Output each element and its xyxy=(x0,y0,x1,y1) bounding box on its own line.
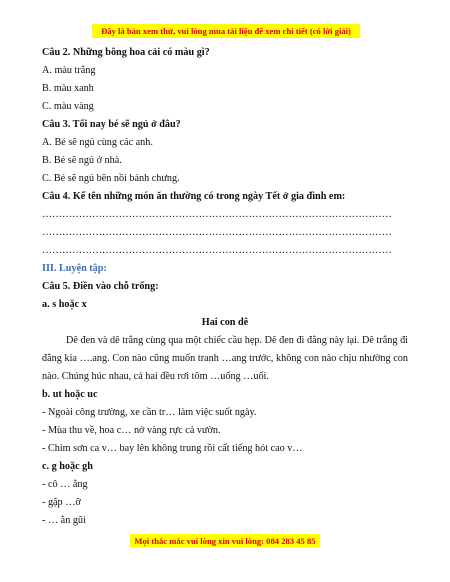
part-b-line: - Mùa thu về, hoa c… nở vàng rực cả vườn. xyxy=(42,425,221,436)
practice-heading: III. Luyện tập: xyxy=(42,263,107,274)
question-2-title: Câu 2. Những bông hoa cải có màu gì? xyxy=(42,47,210,58)
question-2-option-c: C. màu vàng xyxy=(42,101,94,112)
question-5-title: Câu 5. Điền vào chỗ trống: xyxy=(42,281,159,292)
question-4-title: Câu 4. Kể tên những món ăn thường có trong ngày Tết ở gia đình em: xyxy=(42,191,346,202)
story-title: Hai con dê xyxy=(201,317,249,328)
question-3-option-b: B. Bé sẽ ngủ ở nhà. xyxy=(42,155,122,166)
preview-banner: Đây là bản xem thử, vui lòng mua tài liệu để xem chi tiết (có lời giải) xyxy=(92,24,360,38)
part-a-label: a. s hoặc x xyxy=(42,299,87,310)
part-c-label: c. g hoặc gh xyxy=(42,461,93,472)
question-2-option-b: B. màu xanh xyxy=(42,83,94,94)
question-3-title: Câu 3. Tối nay bé sẽ ngủ ở đâu? xyxy=(42,119,181,130)
part-c-line: - cô … ẳng xyxy=(42,479,88,490)
part-c-line: - … ằn gũi xyxy=(42,515,86,526)
part-b-line: - Chim sơn ca v… bay lên không trung rồi cất tiếng hót cao v… xyxy=(42,443,303,454)
answer-blank-line: …………………………………………………………………………………………… xyxy=(42,245,392,256)
part-b-label: b. ut hoặc uc xyxy=(42,389,98,400)
question-3-option-c: C. Bé sẽ ngủ bên nồi bánh chưng. xyxy=(42,173,180,184)
part-c-line: - gặp …ỡ xyxy=(42,497,81,508)
worksheet-content xyxy=(42,44,408,530)
question-3-option-a: A. Bé sẽ ngủ cùng các anh. xyxy=(42,137,153,148)
story-paragraph: Dê đen và dê trắng cùng qua một chiếc cầu hẹp. Dê đen đi đằng này lại. Dê trắng đi đằng kia ….ang. Con nào cũng muốn tranh …ang trước, không con nào chịu nhường con nào. Chúng húc nhau, cả hai đều rơi tõm …uống …uối. xyxy=(42,335,408,382)
answer-blank-line: …………………………………………………………………………………………… xyxy=(42,227,392,238)
part-b-line: - Ngoài công trường, xe cần tr… làm việc suốt ngày. xyxy=(42,407,257,418)
answer-blank-line: …………………………………………………………………………………………… xyxy=(42,209,392,220)
question-2-option-a: A. màu trắng xyxy=(42,65,96,76)
contact-footer: Mọi thắc mắc vui lòng xin vui lòng: 084 283 45 85 xyxy=(130,534,320,547)
